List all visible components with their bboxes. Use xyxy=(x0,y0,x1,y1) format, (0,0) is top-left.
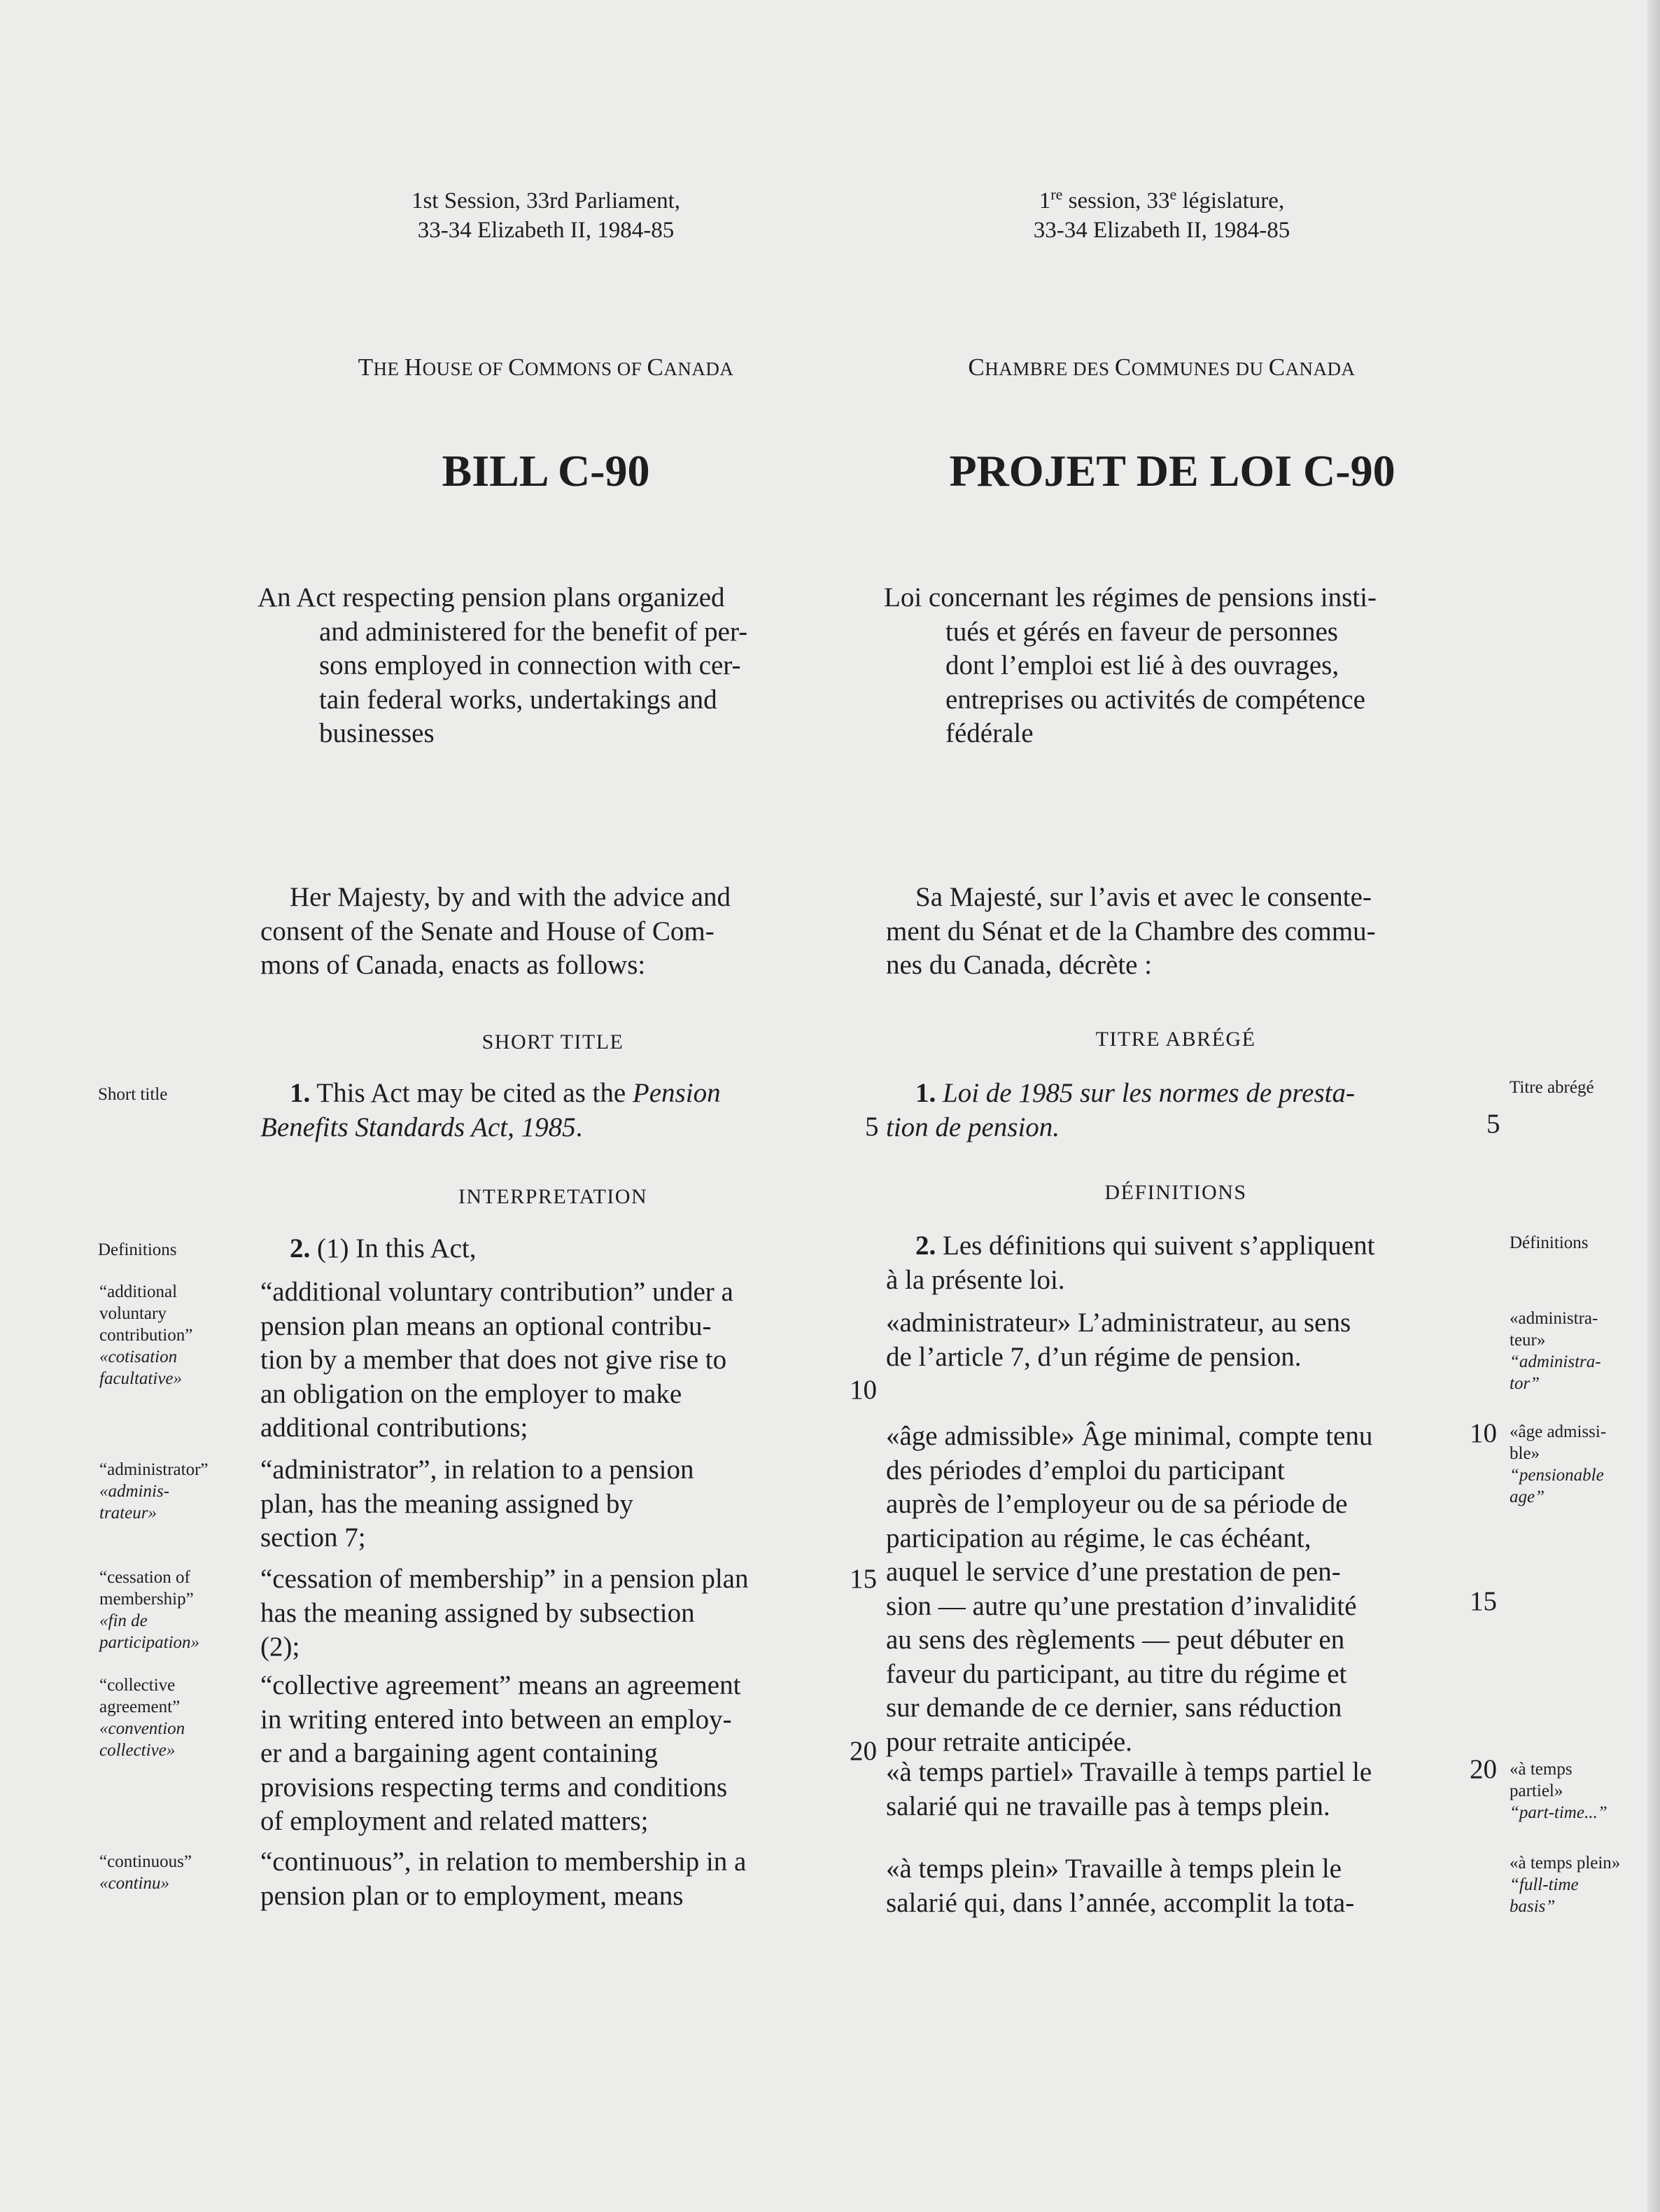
english-section-1: 1. This Act may be cited as the Pension Benefits Standards Act, 1985. xyxy=(260,1078,721,1142)
margin-note-titre-abrege: Titre abrégé xyxy=(1510,1078,1594,1097)
french-section-1: 1. Loi de 1985 sur les normes de presta- tion de pension. xyxy=(886,1078,1355,1142)
line-number-10-fr: 10 xyxy=(1470,1418,1497,1448)
english-session-header xyxy=(350,186,742,245)
english-house-title: THE HOUSE OF COMMONS OF CANADA xyxy=(358,354,734,381)
line-number-10: 10 xyxy=(850,1375,877,1405)
margin-note-continuous: “continuous” «continu» xyxy=(99,1852,192,1893)
line-number-15: 15 xyxy=(850,1564,877,1594)
french-session-header xyxy=(966,186,1358,245)
definition-a-temps-partiel: «à temps partiel» Travaille à temps partiel le salarié qui ne travaille pas à temps plein. xyxy=(886,1757,1372,1821)
line-number-20-fr: 20 xyxy=(1470,1754,1497,1784)
french-section-2: 2. Les définitions qui suivent s’appliquent à la présente loi. xyxy=(886,1231,1375,1295)
french-short-title-heading: TITRE ABRÉGÉ xyxy=(1095,1028,1256,1051)
english-short-title-heading: SHORT TITLE xyxy=(481,1030,624,1054)
french-enacting-clause: Sa Majesté, sur l’avis et avec le consente- ment du Sénat et de la Chambre des commu- nes du Canada, décrète : xyxy=(886,882,1376,980)
definition-age-admissible: «âge admissible» Âge minimal, compte tenu des périodes d’emploi du participant auprès de l’employeur ou de sa période de participation au régime, le cas échéant, auquel le service d’une prestation de pen- sion — autre qu’une prestation d’invalidité au sens des règlements — peut débuter en faveur du participant, au titre du régime et sur demande de ce dernier, sans réduction pour retraite anticipée. xyxy=(886,1421,1373,1757)
margin-note-cessation: “cessation of membership” «fin de participation» xyxy=(99,1568,200,1652)
english-session-line1: 1st Session, 33rd Parliament, xyxy=(411,188,681,214)
margin-note-a-temps-partiel: «à temps partiel» “part-time...” xyxy=(1510,1760,1608,1822)
margin-note-age-admissible: «âge admissi- ble» “pensionable age” xyxy=(1510,1422,1607,1506)
margin-note-a-temps-plein: «à temps plein» “full-time basis” xyxy=(1510,1854,1621,1916)
margin-note-definitions-fr: Définitions xyxy=(1510,1233,1589,1252)
definition-cessation-of-membership: “cessation of membership” in a pension plan has the meaning assigned by subsection (2); xyxy=(260,1564,749,1662)
line-number-5-left: 5 xyxy=(865,1112,879,1142)
french-definitions-heading: DÉFINITIONS xyxy=(1104,1181,1247,1204)
definition-administrateur: «administrateur» L’administrateur, au sens de l’article 7, d’un régime de pension. xyxy=(886,1308,1351,1372)
english-interpretation-heading: INTERPRETATION xyxy=(458,1185,648,1208)
definition-collective-agreement: “collective agreement” means an agreement in writing entered into between an employ- er and a bargaining agent containing provisions respecting terms and conditions of employment and related matters; xyxy=(260,1670,741,1836)
definition-administrator: “administrator”, in relation to a pension plan, has the meaning assigned by section 7; xyxy=(260,1455,694,1553)
french-session-line1: 1re session, 33e législature, xyxy=(1039,186,1285,214)
english-enacting-clause: Her Majesty, by and with the advice and consent of the Senate and House of Com- mons of Canada, enacts as follows: xyxy=(260,882,731,980)
line-number-15-fr: 15 xyxy=(1470,1586,1497,1616)
french-bill-title: PROJET DE LOI C-90 xyxy=(949,446,1395,496)
french-session-line2: 33-34 Elizabeth II, 1984-85 xyxy=(1033,218,1290,243)
margin-note-additional-voluntary: “additional voluntary contribution” «cotisation facultative» xyxy=(99,1282,193,1388)
line-number-5-right: 5 xyxy=(1486,1109,1500,1139)
margin-note-definitions: Definitions xyxy=(98,1240,177,1259)
french-long-title: Loi concernant les régimes de pensions insti- tués et gérés en faveur de personnes dont l’emploi est lié à des ouvrages, entreprises ou activités de compétence fédérale xyxy=(884,582,1377,748)
english-long-title: An Act respecting pension plans organized and administered for the benefit of per- sons employed in connection with cer- tain federal works, undertakings and businesses xyxy=(258,582,748,748)
margin-note-short-title: Short title xyxy=(98,1085,168,1104)
line-number-20: 20 xyxy=(850,1736,877,1766)
margin-note-administrator: “administrator” «adminis- trateur» xyxy=(99,1460,209,1522)
margin-note-administrateur: «administra- teur» “administra- tor” xyxy=(1510,1309,1601,1393)
english-session-line2: 33-34 Elizabeth II, 1984-85 xyxy=(417,218,675,243)
definition-continuous: “continuous”, in relation to membership in a pension plan or to employment, means xyxy=(260,1847,747,1911)
definition-a-temps-plein: «à temps plein» Travaille à temps plein le salarié qui, dans l’année, accomplit la tota- xyxy=(886,1854,1355,1918)
english-bill-title: BILL C-90 xyxy=(442,446,650,496)
french-house-title: CHAMBRE DES COMMUNES DU CANADA xyxy=(968,354,1356,381)
definition-additional-voluntary-contribution: “additional voluntary contribution” under a pension plan means an optional contribu- tion by a member that does not give rise to an obligation on the employer to make additional contributions; xyxy=(260,1277,733,1443)
margin-note-collective: “collective agreement” «convention collective» xyxy=(99,1676,185,1760)
english-section-2: 2. (1) In this Act, xyxy=(290,1233,477,1264)
